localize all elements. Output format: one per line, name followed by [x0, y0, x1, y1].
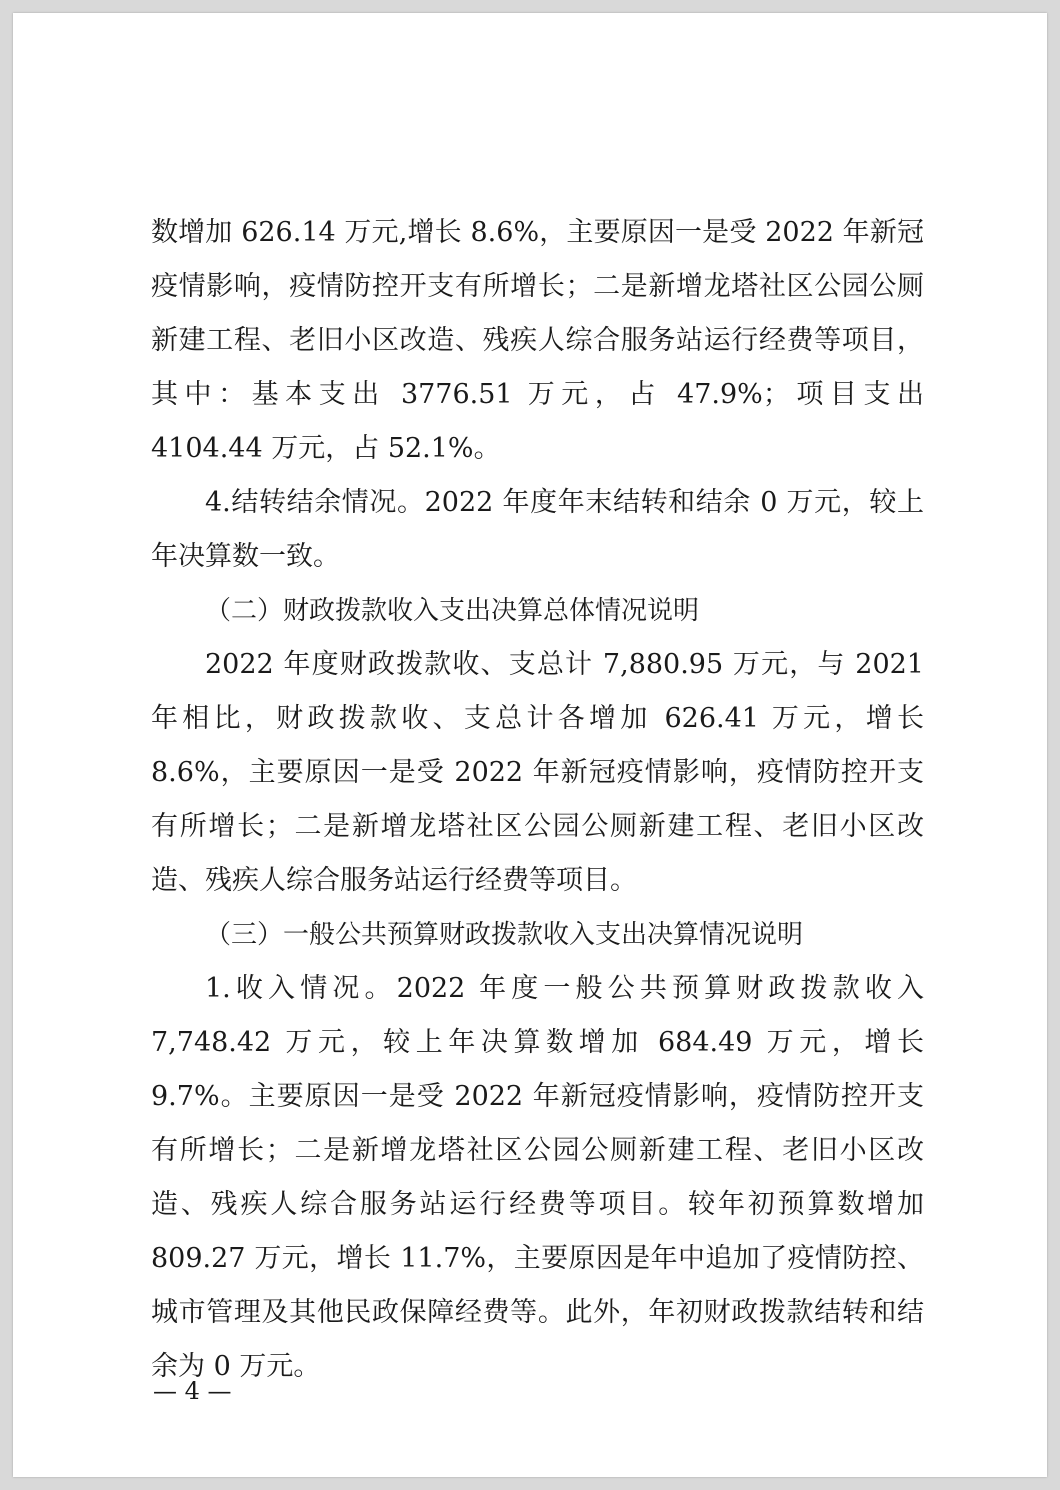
section-heading-fiscal-overall: （二）财政拨款收入支出决算总体情况说明 — [205, 596, 700, 626]
section-heading-general-budget: （三）一般公共预算财政拨款收入支出决算情况说明 — [205, 920, 804, 950]
page-number: — 4 — — [153, 1377, 232, 1405]
paragraph-expenditure-continued: 数增加 626.14 万元,增长 8.6%，主要原因一是受 2022 年新冠疫情影响，疫情防控开支有所增长；二是新增龙塔社区公园公厕新建工程、老旧小区改造、残疾人综合服务站运行经费等项目，其中：基本支出 3776.51 万元，占 47.9%；项目支出 4104.44 万元，占 52.1%。 — [151, 217, 924, 464]
paragraph-fiscal-total: 2022 年度财政拨款收、支总计 7,880.95 万元，与 2021 年相比，财政拨款收、支总计各增加 626.41 万元，增长 8.6%，主要原因一是受 2022 年新冠疫情影响，疫情防控开支有所增长；二是新增龙塔社区公园公厕新建工程、老旧小区改造、残疾人综合服务站运行经费等项目。 — [151, 649, 924, 896]
document-body — [151, 206, 924, 1394]
document-page — [13, 13, 1047, 1477]
paragraph-income: 1.收入情况。2022 年度一般公共预算财政拨款收入 7,748.42 万元，较上年决算数增加 684.49 万元，增长 9.7%。主要原因一是受 2022 年新冠疫情影响，疫情防控开支有所增长；二是新增龙塔社区公园公厕新建工程、老旧小区改造、残疾人综合服务站运行经费等项目。较年初预算数增加 809.27 万元，增长 11.7%，主要原因是年中追加了疫情防控、城市管理及其他民政保障经费等。此外，年初财政拨款结转和结余为 0 万元。 — [151, 973, 924, 1382]
paragraph-carryover: 4.结转结余情况。2022 年度年末结转和结余 0 万元，较上年决算数一致。 — [151, 487, 924, 572]
